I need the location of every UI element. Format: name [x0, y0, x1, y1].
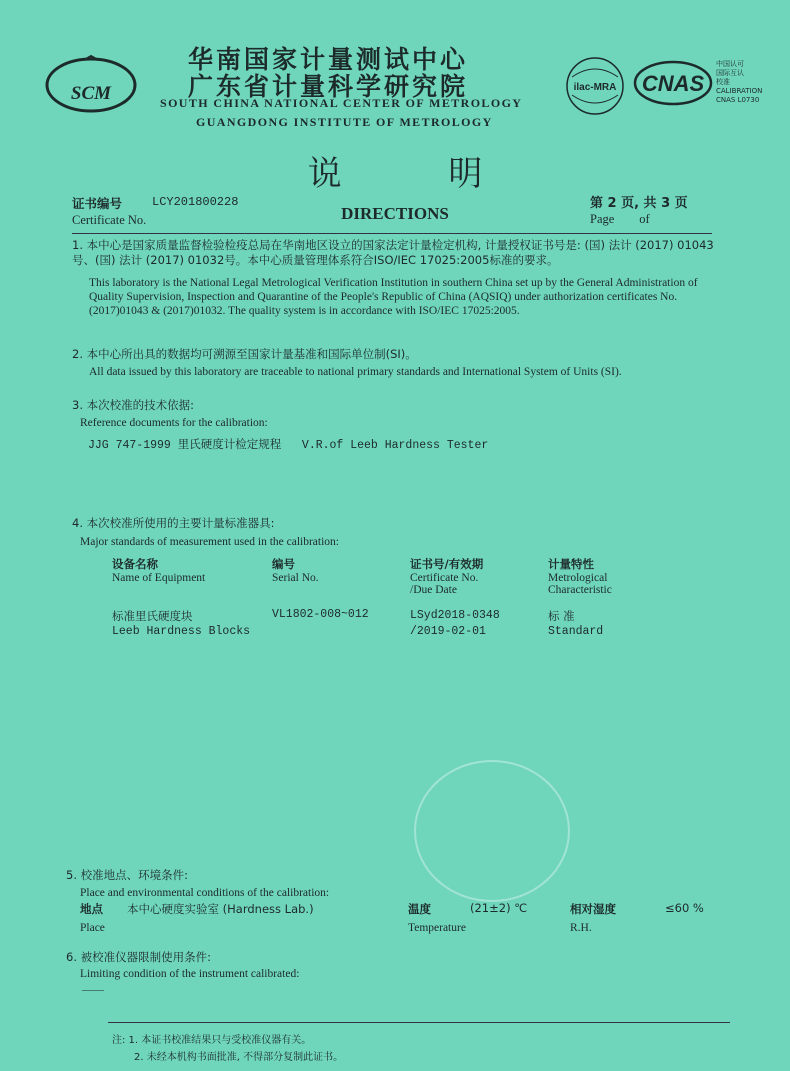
- cnas-text: CNAS: [641, 71, 705, 96]
- col-header-serial-en: Serial No.: [272, 572, 319, 584]
- section-5-en: Place and environmental conditions of the calibration:: [80, 887, 330, 899]
- certificate-due: [410, 608, 500, 640]
- col-header-serial-zh: 编号: [272, 557, 295, 571]
- institution-name-en-1: SOUTH CHINA NATIONAL CENTER OF METROLOGY: [160, 96, 523, 110]
- cnas-side-en1: CALIBRATION: [716, 87, 763, 95]
- embossed-seal: [414, 760, 570, 902]
- col-header-characteristic: [548, 556, 612, 596]
- footer-divider: [108, 1022, 730, 1023]
- cnas-side-en2: CNAS L0730: [716, 96, 760, 104]
- temperature-value: (21±2) ℃: [470, 901, 528, 915]
- cnas-side-zh: 中国认可 国际互认 校准: [716, 60, 744, 86]
- equipment-name-en: Leeb Hardness Blocks: [112, 625, 251, 638]
- col-header-certificate: [410, 556, 483, 596]
- section-4-zh: 4. 本次校准所使用的主要计量标准器具:: [72, 516, 275, 530]
- section-1-zh: 1. 本中心是国家质量监督检验检疫总局在华南地区设立的国家法定计量检定机构, 计量授权证书号是: (国) 法计 (2017) 01043号、(国) 法计 (2017) 01032号。本中心质量管理体系符合ISO/IEC 17025:2005标准的要求。: [72, 238, 714, 267]
- col-header-serial: [272, 556, 319, 584]
- page-title-en: DIRECTIONS: [341, 204, 449, 223]
- place-value: 本中心硬度实验室 (Hardness Lab.): [127, 902, 314, 916]
- institution-name-en-2: GUANGDONG INSTITUTE OF METROLOGY: [196, 115, 493, 129]
- place-label-en: Place: [80, 922, 105, 934]
- limiting-condition-value: ——: [82, 984, 104, 996]
- ilac-mra-logo: [560, 55, 630, 117]
- section-5-zh: 5. 校准地点、环境条件:: [66, 868, 189, 882]
- scm-logo: [44, 52, 138, 118]
- due-date: /2019-02-01: [410, 625, 486, 638]
- section-2-en: All data issued by this laboratory are traceable to national primary standards and International System of Units (SI).: [89, 366, 622, 378]
- section-6-zh: 6. 被校准仪器限制使用条件:: [66, 950, 212, 964]
- metrological-characteristic: [548, 608, 603, 640]
- page-number-en: Page of: [590, 212, 650, 226]
- table-row: [112, 608, 250, 640]
- certificate-number: LCY201800228: [152, 195, 239, 209]
- humidity-label-en: R.H.: [570, 922, 592, 934]
- col-header-equipment: [112, 556, 205, 584]
- col-header-characteristic-en: Metrological: [548, 572, 608, 584]
- institution-name-zh-1: 华南国家计量测试中心: [188, 45, 469, 74]
- col-header-characteristic-en2: Characteristic: [548, 584, 612, 596]
- reference-document: JJG 747-1999 里氏硬度计检定规程 V.R.of Leeb Hardness Tester: [88, 439, 489, 452]
- place-label-zh: 地点: [80, 902, 103, 916]
- characteristic-en: Standard: [548, 625, 604, 638]
- equipment-name-zh: 标准里氏硬度块: [112, 609, 193, 623]
- serial-number: VL1802-008~012: [272, 608, 369, 621]
- temperature-label-zh: 温度: [408, 902, 431, 916]
- certificate-label-zh: 证书编号: [72, 196, 123, 211]
- characteristic-zh: 标 准: [548, 609, 575, 623]
- col-header-certificate-en2: /Due Date: [410, 584, 457, 596]
- humidity-value: ≤60 %: [665, 901, 704, 915]
- header-divider: [72, 233, 712, 234]
- temperature-label-en: Temperature: [408, 922, 466, 934]
- scm-logo-text: SCM: [70, 83, 112, 104]
- col-header-equipment-zh: 设备名称: [112, 557, 158, 571]
- certificate-label-en: Certificate No.: [72, 213, 147, 227]
- cnas-logo: [633, 60, 713, 106]
- section-2-zh: 2. 本中心所出具的数据均可溯源至国家计量基准和国际单位制(SI)。: [72, 347, 417, 361]
- col-header-certificate-en: Certificate No.: [410, 572, 479, 584]
- col-header-equipment-en: Name of Equipment: [112, 572, 206, 584]
- section-4-en: Major standards of measurement used in the calibration:: [80, 536, 339, 548]
- section-6-en: Limiting condition of the instrument calibrated:: [80, 968, 300, 980]
- note-1: 注: 1. 本证书校准结果只与受校准仪器有关。: [112, 1035, 312, 1046]
- section-1-en: This laboratory is the National Legal Metrological Verification Institution in southern China set up by the General Administration of Quality Supervision, Inspection and Quarantine of the People's Republic of China (AQSIQ) under authorization certificates No.(2017)01043 & (2017)01032. The quality system is in accordance with ISO/IEC 17025:2005.: [89, 277, 698, 317]
- col-header-certificate-zh: 证书号/有效期: [410, 557, 484, 571]
- ilac-mra-text: ilac-MRA: [573, 82, 617, 93]
- page-title-zh: 说 明: [307, 154, 531, 194]
- note-2: 2. 未经本机构书面批准, 不得部分复制此证书。: [134, 1052, 344, 1063]
- page-number-zh: 第 2 页, 共 3 页: [590, 196, 688, 211]
- institution-name-zh-2: 广东省计量科学研究院: [188, 72, 469, 101]
- section-3-zh: 3. 本次校准的技术依据:: [72, 398, 195, 412]
- cnas-side-text: [716, 60, 786, 105]
- certificate-number-value: LSyd2018-0348: [410, 609, 500, 622]
- humidity-label-zh: 相对湿度: [570, 902, 616, 916]
- section-3-en: Reference documents for the calibration:: [80, 417, 268, 429]
- col-header-characteristic-zh: 计量特性: [548, 557, 594, 571]
